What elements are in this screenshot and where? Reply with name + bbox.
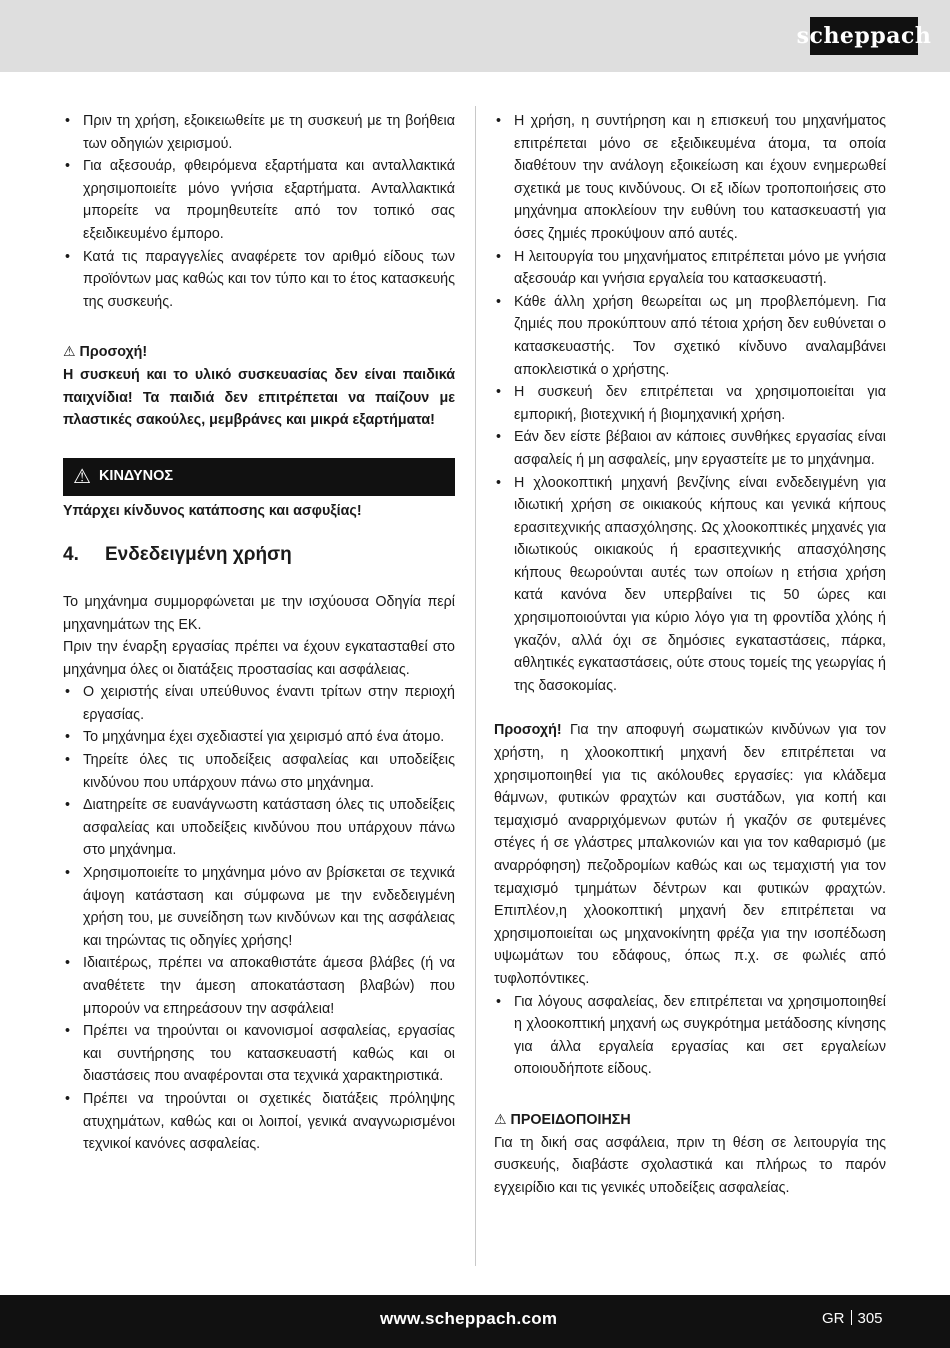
caution-title: Προσοχή! [79,344,148,361]
list-item: • Εάν δεν είστε βέβαιοι αν κάποιες συνθήκες εργασίας είναι ασφαλείς ή μη ασφαλείς, μην εργαστείτε με το μηχάνημα. [494,426,886,471]
paragraph: Πριν την έναρξη εργασίας πρέπει να έχουν εγκατασταθεί στο μηχάνημα όλες οι διατάξεις προστασίας και ασφάλειας. [63,639,455,678]
header-bar [0,0,950,72]
caution-text: Η συσκευή και το υλικό συσκευασίας δεν είναι παιδικά παιχνίδια! Τα παιδιά δεν επιτρέπεται να παίζουν με πλαστικές σακούλες, μεμβράνες και μικρά εξαρτήματα! [63,366,455,429]
list-item: • Η χρήση, η συντήρηση και η επισκευή του μηχανήματος επιτρέπεται μόνο σε εξειδικευμένα άτομα, τα οποία διαθέτουν την ανάλογη εξοικείωση και έχουν ενημερωθεί σχετικά με τους κινδύνους. Οι εξ ιδίων τροποποιήσεις στο μηχάνημα αποκλείουν την ευθύνη του κατασκευαστή για όσες ζημιές προκύψουν από αυτές. [494,110,886,246]
danger-text: Υπάρχει κίνδυνος κατάποσης και ασφυξίας! [63,502,362,519]
warning-text: Για τη δική σας ασφάλεια, πριν τη θέση σε λειτουργία της συσκευής, διαβάστε σχολαστικά και πλήρως το παρόν εγχειρίδιο και τις γενικές υποδείξεις ασφαλείας. [494,1134,886,1196]
list-item: • Κατά τις παραγγελίες αναφέρετε τον αριθμό είδους των προϊόντων μας καθώς και τον τύπο και το έτος κατασκευής της συσκευής. [63,246,455,314]
right-column [494,110,886,1199]
caution-bullet-list [494,991,886,1081]
footer-bar [0,1295,950,1348]
list-item: • Για λόγους ασφαλείας, δεν επιτρέπεται να χρησιμοποιηθεί η χλοοκοπτική μηχανή ως συγκρότημα μετάδοσης κίνησης για άλλα εργαλεία εργασίας και σετ εργαλείων οποιουδήποτε είδους. [494,991,886,1081]
list-item: • Χρησιμοποιείτε το μηχάνημα μόνο αν βρίσκεται σε τεχνικά άψογη κατάσταση και σύμφωνα με την ενδεδειγμένη χρήση του, με συνείδηση των κινδύνων και της ασφάλειας και τηρώντας τις οδηγίες χρήσης! [63,862,455,952]
paragraph: Το μηχάνημα συμμορφώνεται με την ισχύουσα Οδηγία περί μηχανημάτων της ΕΚ. [63,593,455,633]
usage-bullet-list [63,681,455,1155]
list-item: • Ιδιαιτέρως, πρέπει να αποκαθιστάτε άμεσα βλάβες (ή να αναθέτετε την άμεση αποκατάσταση βλαβών) που μπορούν να επηρεάσουν την ασφάλεια! [63,952,455,1020]
list-item: • Η χλοοκοπτική μηχανή βενζίνης είναι ενδεδειγμένη για ιδιωτική χρήση σε οικιακούς κήπους και γενικά κήπους ερασιτεχνικής απασχόλησης. Ως χλοοκοπτικές μηχανές για ιδιωτικούς οικιακούς ή ερασιτεχνικής απασχόλησης κήπους θεωρούνται αυτές των οποίων η ετήσια χρήση κατά κανόνα δεν υπερβαίνει τις 50 ώρες και χρησιμοποιούνται για κύριο λόγο για τη φροντίδα χλόης ή γκαζόν, αλλά όχι σε δημόσιες εγκαταστάσεις, πάρκα, αθλητικές εγκαταστάσεις, ούτε στους τομείς της γεωργίας ή της δασοκομίας. [494,472,886,698]
list-item: • Πρέπει να τηρούνται οι κανονισμοί ασφαλείας, εργασίας και συντήρησης του κατασκευαστή καθώς και οι διαστάσεις που αναφέρονται στα τεχνικά χαρακτηριστικά. [63,1020,455,1088]
section-heading [63,544,455,567]
caution-note-lead: Προσοχή! [494,722,562,739]
left-column [63,110,455,1156]
section-number: 4. [63,544,79,566]
warning-triangle-icon: ⚠ [494,1111,507,1128]
list-item: • Ο χειριστής είναι υπεύθυνος έναντι τρίτων στην περιοχή εργασίας. [63,681,455,726]
separator [851,1310,852,1325]
danger-label: ΚΙΝΔΥΝΟΣ [98,468,174,485]
caution-note [494,719,886,990]
warning-triangle-icon: ⚠ [73,464,91,489]
warning-triangle-icon: ⚠ [63,344,76,361]
warning-heading [494,1109,886,1132]
intended-use-bullet-list [494,110,886,697]
column-divider [475,106,476,1266]
section-title: Ενδεδειγμένη χρήση [105,544,292,566]
website-link[interactable]: www.scheppach.com [380,1309,558,1328]
list-item: • Η συσκευή δεν επιτρέπεται να χρησιμοποιείται για εμπορική, βιοτεχνική ή βιομηχανική χρήση. [494,381,886,426]
intro-bullet-list [63,110,455,313]
warning-title: ΠΡΟΕΙΔΟΠΟΙΗΣΗ [510,1111,631,1128]
list-item: • Πριν τη χρήση, εξοικειωθείτε με τη συσκευή με τη βοήθεια των οδηγιών χειρισμού. [63,110,455,155]
page-number: 305 [857,1310,883,1327]
language-code: GR [822,1310,845,1327]
caution-heading [63,341,455,364]
danger-banner [63,458,455,496]
list-item: • Διατηρείτε σε ευανάγνωστη κατάσταση όλες τις υποδείξεις ασφαλείας και υποδείξεις κινδύνου που υπάρχουν πάνω στο μηχάνημα. [63,794,455,862]
list-item: • Τηρείτε όλες τις υποδείξεις ασφαλείας και υποδείξεις κινδύνου που υπάρχουν πάνω στο μηχάνημα. [63,749,455,794]
list-item: • Κάθε άλλη χρήση θεωρείται ως μη προβλεπόμενη. Για ζημιές που προκύπτουν από τέτοια χρήση δεν ευθύνεται ο κατασκευαστής. Τον σχετικό κίνδυνο αναλαμβάνει αποκλειστικά ο χρήστης. [494,291,886,381]
caution-note-text: Για την αποφυγή σωματικών κινδύνων για τον χρήστη, η χλοοκοπτική μηχανή δεν επιτρέπεται να χρησιμοποιηθεί για τις ακόλουθες εργασίες: για κλάδεμα θάμνων, φυτικών φραχτών και συστάδων, για κοπή και τεμαχισμό αναρριχόμενων φυτών ή γκαζόν σε φυτεμένες στέγες ή σε γλάστρες μπαλκονιών και για τον καθαρισμό (με αναρρόφηση) πεζοδρομίων καθώς και ως τεμαχιστή για τον τεμαχισμό τμημάτων δέντρων και φυτικών φραχτών. Επιπλέον,η χλοοκοπτική μηχανή δεν επιτρέπεται να χρησιμοποιείται ως μηχανοκίνητη φρέζα για την ισοπέδωση υψωμάτων του εδάφους, όπως π.χ. σε φωλιές από τυφλοπόντικες. [494,722,886,987]
list-item: • Για αξεσουάρ, φθειρόμενα εξαρτήματα και ανταλλακτικά χρησιμοποιείτε μόνο γνήσια εξαρτήματα. Ανταλλακτικά μπορείτε να προμηθευτείτε από τον τοπικό σας εξειδικευμένο έμπορο. [63,155,455,245]
list-item: • Πρέπει να τηρούνται οι σχετικές διατάξεις πρόληψης ατυχημάτων, καθώς και οι λοιποί, γενικά αναγνωρισμένοι τεχνικοί κανόνες ασφαλείας. [63,1088,455,1156]
list-item: • Το μηχάνημα έχει σχεδιαστεί για χειρισμό από ένα άτομο. [63,726,455,749]
page-indicator [822,1310,883,1327]
brand-logo: scheppach [810,17,918,55]
list-item: • Η λειτουργία του μηχανήματος επιτρέπεται μόνο με γνήσια αξεσουάρ και γνήσια εργαλεία του κατασκευαστή. [494,246,886,291]
